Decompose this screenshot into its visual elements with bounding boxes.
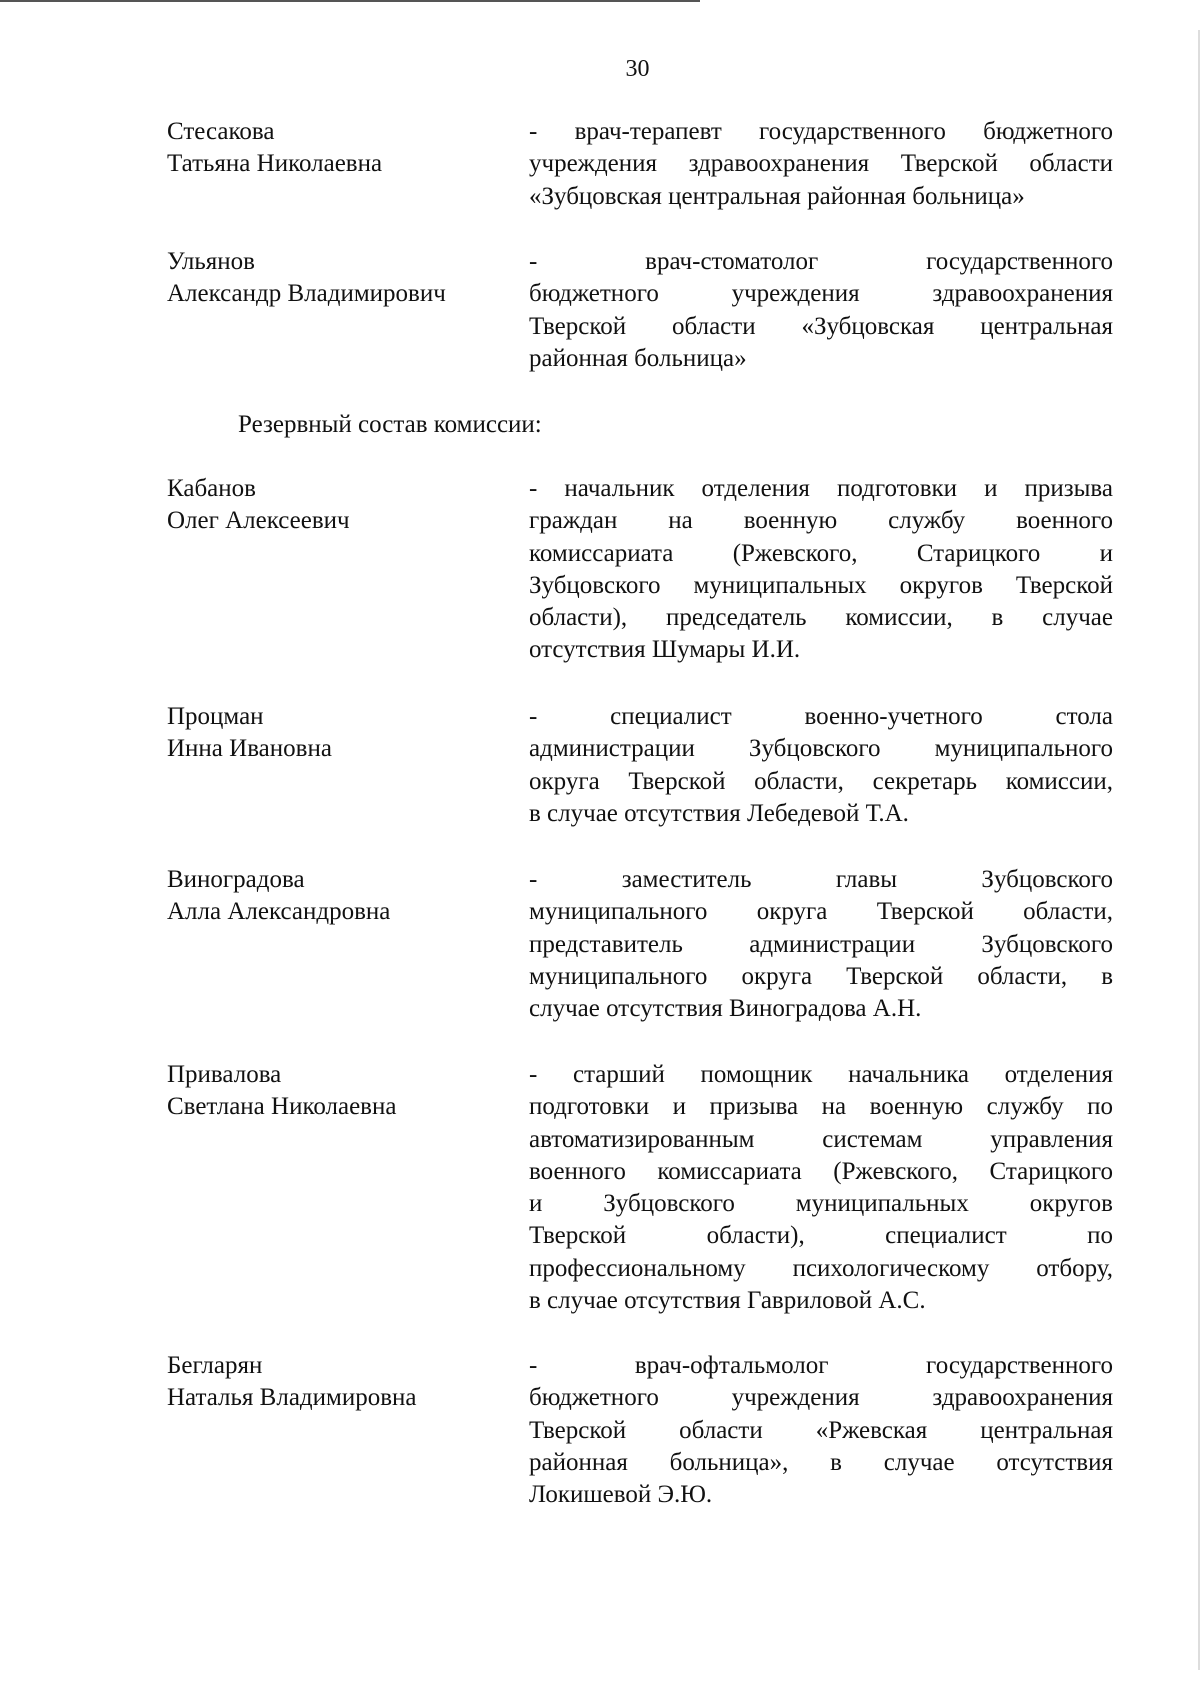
member-name [167, 246, 507, 310]
member-surname: Ульянов [167, 248, 255, 275]
member-given-name: Светлана Николаевна [167, 1093, 397, 1120]
page-number: 30 [625, 56, 650, 82]
role-line: - врач-стоматолог государственного [529, 248, 1113, 275]
member-given-name: Александр Владимирович [167, 280, 446, 307]
scan-top-edge [0, 0, 700, 2]
member-surname: Привалова [167, 1061, 282, 1088]
role-line: области), председатель комиссии, в случае [529, 604, 1113, 632]
role-line: комиссариата (Ржевского, Старицкого и [529, 539, 1113, 567]
role-line: военного комиссариата (Ржевского, Старицкого [529, 1157, 1113, 1185]
member-name [167, 864, 507, 928]
role-line: в случае отсутствия Гавриловой А.С. [529, 1287, 926, 1315]
role-line: и Зубцовского муниципальных округов [529, 1190, 1113, 1218]
member-role [529, 1350, 1113, 1511]
member-name [167, 473, 507, 537]
role-line: - заместитель главы Зубцовского [529, 866, 1113, 893]
role-line: - врач-терапевт государственного бюджетного [529, 118, 1113, 145]
role-line: автоматизированным системам управления [529, 1125, 1113, 1153]
role-line: - врач-офтальмолог государственного [529, 1352, 1113, 1379]
role-line: в случае отсутствия Лебедевой Т.А. [529, 799, 909, 827]
role-line: Локишевой Э.Ю. [529, 1481, 713, 1509]
member-surname: Виноградова [167, 866, 305, 893]
member-role [529, 1059, 1113, 1317]
role-line: районная больница» [529, 344, 747, 372]
role-line: муниципального округа Тверской области, [529, 898, 1113, 926]
role-line: Тверской области «Ржевская центральная [529, 1416, 1113, 1444]
role-line: представитель администрации Зубцовского [529, 930, 1113, 958]
member-given-name: Татьяна Николаевна [167, 150, 383, 177]
role-line: случае отсутствия Виноградова А.Н. [529, 995, 922, 1023]
role-line: Тверской области), специалист по [529, 1222, 1113, 1250]
member-given-name: Наталья Владимировна [167, 1384, 417, 1411]
role-line: граждан на военную службу военного [529, 507, 1113, 535]
role-line: подготовки и призыва на военную службу по [529, 1093, 1113, 1121]
member-given-name: Олег Алексеевич [167, 507, 350, 534]
role-line: муниципального округа Тверской области, в [529, 962, 1113, 990]
member-given-name: Инна Ивановна [167, 735, 332, 762]
member-name [167, 701, 507, 765]
member-role [529, 864, 1113, 1025]
role-line: «Зубцовская центральная районная больница» [529, 182, 1025, 210]
member-surname: Кабанов [167, 475, 256, 502]
section-heading: Резервный состав комиссии: [238, 411, 542, 438]
role-line: Тверской области «Зубцовская центральная [529, 312, 1113, 340]
member-surname: Стесакова [167, 118, 275, 145]
role-line: администрации Зубцовского муниципального [529, 735, 1113, 763]
member-role [529, 701, 1113, 830]
role-line: районная больница», в случае отсутствия [529, 1448, 1113, 1476]
role-line: бюджетного учреждения здравоохранения [529, 1384, 1113, 1412]
role-line: - начальник отделения подготовки и призыва [529, 475, 1113, 502]
role-line: - старший помощник начальника отделения [529, 1061, 1113, 1088]
member-name [167, 1350, 507, 1414]
member-name [167, 1059, 507, 1123]
member-role [529, 246, 1113, 375]
role-line: округа Тверской области, секретарь комиссии, [529, 767, 1113, 795]
role-line: учреждения здравоохранения Тверской области [529, 150, 1113, 178]
role-line: профессиональному психологическому отбору, [529, 1254, 1113, 1282]
member-given-name: Алла Александровна [167, 898, 391, 925]
member-role [529, 116, 1113, 213]
member-role [529, 473, 1113, 667]
member-surname: Бегларян [167, 1352, 263, 1379]
role-line: отсутствия Шумары И.И. [529, 636, 801, 664]
member-surname: Процман [167, 703, 264, 730]
member-name [167, 116, 507, 180]
role-line: бюджетного учреждения здравоохранения [529, 280, 1113, 308]
role-line: Зубцовского муниципальных округов Тверской [529, 571, 1113, 599]
role-line: - специалист военно-учетного стола [529, 703, 1113, 730]
